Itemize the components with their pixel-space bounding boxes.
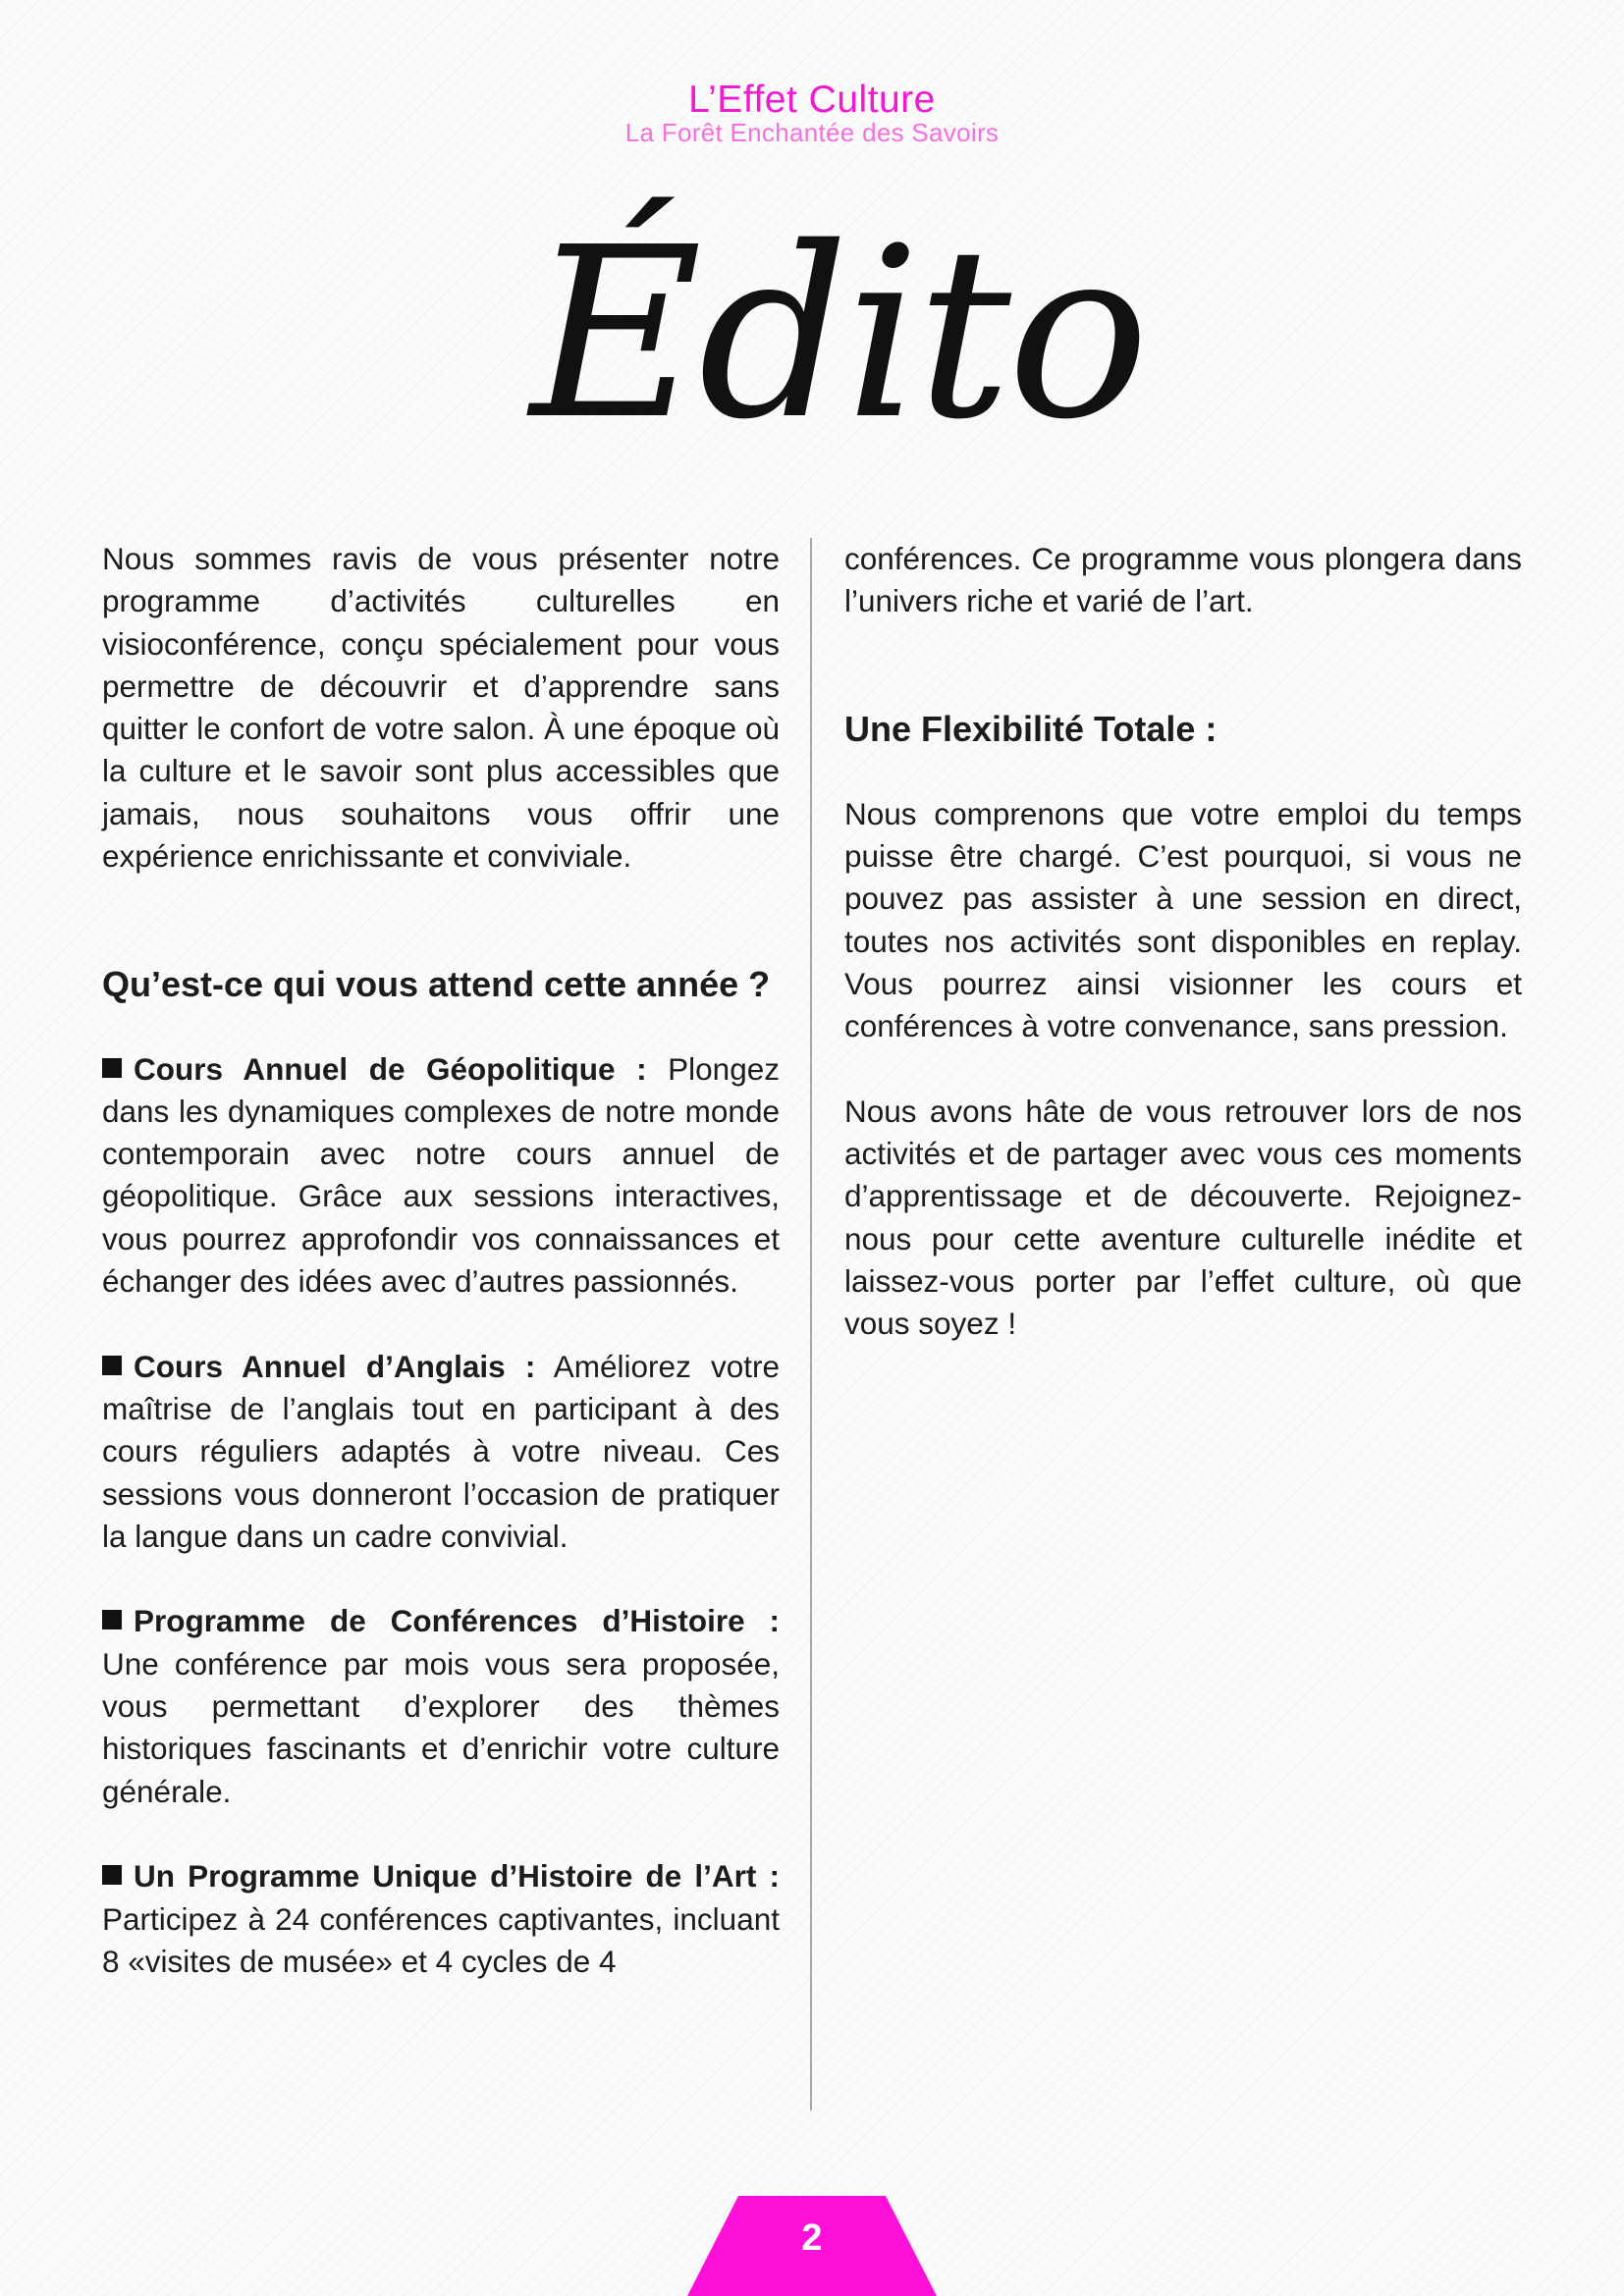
program-item-text: Participez à 24 conférences captivantes, incluant 8 «visites de musée» et 4 cycles de 4 bbox=[102, 1900, 780, 1979]
program-item-title: Un Programme Unique d’Histoire de l’Art : bbox=[134, 1858, 780, 1895]
spacer bbox=[844, 1048, 1522, 1091]
square-bullet-icon bbox=[102, 1058, 122, 1078]
spacer bbox=[102, 1558, 780, 1600]
spacer bbox=[844, 750, 1522, 792]
page-number-badge bbox=[687, 2196, 937, 2296]
brand-title: L’Effet Culture bbox=[688, 79, 936, 121]
section-heading-program: Qu’est-ce qui vous attend cette année ? bbox=[102, 963, 771, 1004]
program-item-title: Cours Annuel d’Anglais : bbox=[134, 1348, 536, 1384]
continuation-paragraph: conférences. Ce programme vous plongera dans l’univers riche et varié de l’art. bbox=[844, 541, 1522, 619]
spacer bbox=[844, 623, 1522, 709]
spacer bbox=[102, 1813, 780, 1855]
program-item-geopolitique bbox=[102, 1048, 780, 1304]
program-item-text: Plongez dans les dynamiques complexes de notre monde contemporain avec notre cours annuel de géopolitique. Grâce aux sessions interactives, vous pourrez approfondir vos connaissances et échanger des idées avec d’autres passionnés. bbox=[102, 1050, 780, 1300]
column-divider bbox=[810, 538, 812, 2110]
program-item-text: Une conférence par mois vous sera proposée, vous permettant d’explorer des thèmes historiques fascinants et d’enrichir votre culture générale. bbox=[102, 1645, 780, 1809]
program-item-title: Programme de Conférences d’Histoire : bbox=[134, 1603, 780, 1639]
intro-paragraph: Nous sommes ravis de vous présenter notre programme d’activités culturelles en visioconférence, conçu spécialement pour vous permettre de découvrir et d’apprendre sans quitter le confort de votre salon. À une époque où la culture et le savoir sont plus accessibles que jamais, nous souhaitons vous offrir une expérience enrichissante et conviviale. bbox=[102, 541, 780, 875]
program-item-histoire-art bbox=[102, 1855, 780, 1983]
square-bullet-icon bbox=[102, 1356, 122, 1375]
square-bullet-icon bbox=[102, 1865, 122, 1885]
page-number: 2 bbox=[801, 2217, 823, 2259]
brand-subtitle: La Forêt Enchantée des Savoirs bbox=[624, 118, 1000, 147]
program-item-histoire bbox=[102, 1600, 780, 1812]
program-item-anglais bbox=[102, 1346, 780, 1558]
closing-paragraph: Nous avons hâte de vous retrouver lors de nos activités et de partager avec vous ces moments d’apprentissage et de découverte. Rejoignez-nous pour cette aventure culturelle inédite et laissez-vous porter par l’effet culture, où que vous soyez ! bbox=[844, 1093, 1522, 1342]
edito-title bbox=[530, 187, 1146, 481]
program-item-title: Cours Annuel de Géopolitique : bbox=[134, 1050, 647, 1087]
section-heading-flexibility: Une Flexibilité Totale : bbox=[844, 709, 1218, 750]
flexibility-paragraph: Nous comprenons que votre emploi du temps puisse être chargé. C’est pourquoi, si vous ne pouvez pas assister à une session en direct, toutes nos activités sont disponibles en replay. Vous pourrez ainsi visionner les cours et conférences à votre convenance, sans pression. bbox=[844, 795, 1522, 1044]
edito-title-text: Édito bbox=[530, 196, 1146, 471]
spacer bbox=[102, 878, 780, 963]
spacer bbox=[102, 1005, 780, 1047]
square-bullet-icon bbox=[102, 1610, 122, 1629]
program-item-text: Améliorez votre maîtrise de l’anglais tout en participant à des cours réguliers adaptés à votre niveau. Ces sessions vous donneront l’occasion de pratiquer la langue dans un cadre convivial. bbox=[102, 1348, 781, 1554]
spacer bbox=[102, 1303, 780, 1345]
left-column bbox=[102, 538, 780, 1983]
right-column bbox=[844, 538, 1522, 1346]
